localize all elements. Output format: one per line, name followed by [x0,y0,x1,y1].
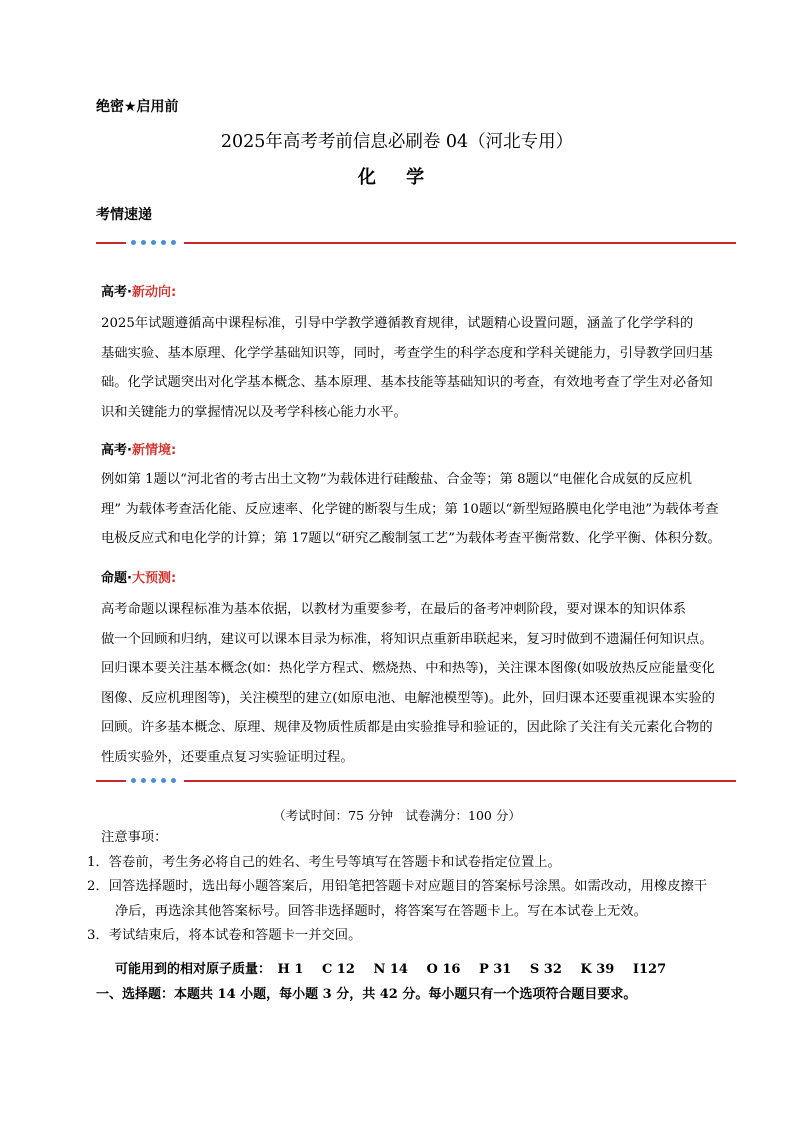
paragraph-line: 回顾。许多基本概念、原理、规律及物质性质都是由实验推导和验证的，因此除了关注有关元素化合物的 [101,720,713,736]
atomic-mass-item: K 39 [580,962,615,977]
exam-notes [87,826,741,949]
notes-line: 3．考试结束后，将本试卷和答题卡一并交回。 [87,928,362,944]
confidential-label: 绝密★启用前 [96,99,179,115]
paragraph-line: 理” 为载体考查活化能、反应速率、化学键的断裂与生成；第 10题以“新型短路膜电化学电池”为载体考查 [101,501,719,517]
notes-line: 1．答卷前，考生务必将自己的姓名、考生号等填写在答题卡和试卷指定位置上。 [87,854,561,870]
paragraph-line: 电极反应式和电化学的计算；第 17题以“研究乙酸制氢工艺”为载体考查平衡常数、化学平衡、体积分数。 [101,531,721,547]
paragraph-line: 础。化学试题突出对化学基本概念、基本原理、基本技能等基础知识的考查，有效地考查了学生对必备知 [101,375,713,391]
paragraph-new-context [101,465,721,554]
divider-dot [151,778,156,783]
paragraph-line: 例如第 1题以“河北省的考古出土文物”为载体进行硅酸盐、合金等；第 8题以“电催化合成氨的反应机 [101,472,692,487]
atomic-mass-item: C 12 [321,962,355,977]
paragraph-line: 图像、反应机理图等)，关注模型的建立(如原电池、电解池模型等)。此外，回归课本还要重视课本实验的 [101,690,715,706]
paragraph-line: 高考命题以课程标准为基本依据，以教材为重要参考，在最后的备考冲刺阶段，要对课本的知识体系 [101,602,687,617]
divider-dot [141,778,146,783]
divider-dot [141,240,146,245]
atomic-mass-item: I127 [632,962,667,977]
paragraph-line: 回归课本要关注基本概念(如：热化学方程式、燃烧热、中和热等)，关注课本图像(如吸放热反应能量变化 [101,661,715,677]
section-one-heading: 一、选择题：本题共 14 小题，每小题 3 分，共 42 分。每小题只有一个选项符合题目要求。 [96,987,637,1002]
divider-dot [171,778,176,783]
divider-bottom [96,775,736,787]
exam-time-info: （考试时间：75 分钟 试卷满分：100 分） [273,808,521,823]
atomic-mass-item: H 1 [277,962,304,977]
atomic-mass-item: N 14 [373,962,408,977]
paragraph-line: 性质实验外，还要重点复习实验证明过程。 [101,749,354,765]
paragraph-line: 基础实验、基本原理、化学学基础知识等，同时，考查学生的科学态度和学科关键能力，引导教学回归基 [101,345,713,361]
notes-line: 净后，再选涂其他答案标号。回答非选择题时，将答案写在答题卡上。写在本试卷上无效。 [115,903,647,919]
section-heading-new-trend: 高考·新动向: [101,285,177,300]
divider-dot [131,240,136,245]
atomic-mass-item: O 16 [426,962,461,977]
page-title: 2025年高考考前信息必刷卷 04（河北专用） [220,132,574,152]
notes-heading: 注意事项： [101,830,168,845]
divider-dot [161,778,166,783]
paragraph-line: 2025年试题遵循高中课程标准，引导中学教学遵循教育规律，试题精心设置问题，涵盖了化学学科的 [101,316,694,331]
section-heading-new-context: 高考·新情境: [101,443,177,458]
paragraph-line: 做一个回顾和归纳，建议可以课本目录为标准，将知识点重新串联起来，复习时做到不遗漏任何知识点。 [101,631,713,647]
atomic-mass-item: S 32 [529,962,562,977]
atomic-mass-item: P 31 [478,962,512,977]
paragraph-prediction [101,595,721,773]
divider-dot [151,240,156,245]
divider-dot [161,240,166,245]
paragraph-new-trend [101,309,721,427]
overview-heading: 考情速递 [96,207,152,223]
notes-line: 2．回答选择题时，选出每小题答案后，用铅笔把答题卡对应题目的答案标号涂黑。如需改动，用橡皮擦干 [87,879,708,895]
divider-top [96,237,736,249]
section-heading-prediction: 命题·大预测: [101,571,177,586]
atomic-masses [115,958,680,977]
subject-title: 化 学 [357,167,437,188]
paragraph-line: 识和关键能力的掌握情况以及考学科核心能力水平。 [101,404,407,420]
atomic-masses-label: 可能用到的相对原子质量： [115,962,272,977]
divider-dot [171,240,176,245]
divider-dot [131,778,136,783]
